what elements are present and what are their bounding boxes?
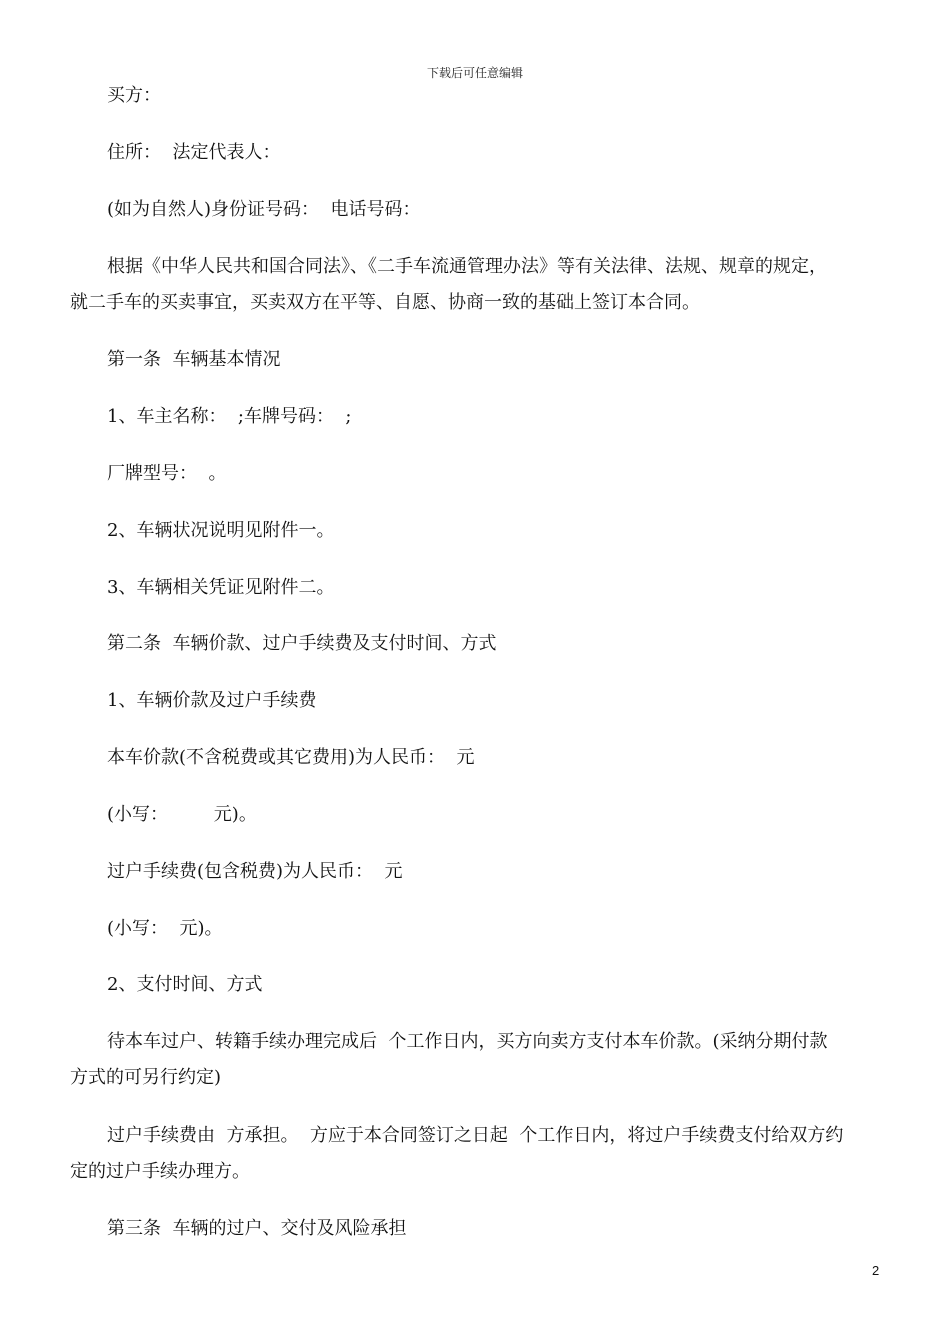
price-small-line: (小写： 元)。 [107,804,257,825]
page-number: 2 [872,1263,880,1278]
fee-line: 过户手续费(包含税费)为人民币： 元 [107,861,403,882]
page-header: 下载后可任意编辑 [426,66,523,80]
owner-plate-line: 1、车主名称： ;车牌号码： ; [107,406,352,427]
buyer-line: 买方： [107,85,161,106]
preamble-line-2: 就二手车的买卖事宜，买卖双方在平等、自愿、协商一致的基础上签订本合同。 [70,292,700,313]
id-phone-line: (如为自然人)身份证号码： 电话号码： [107,199,421,220]
fee-payer-line-1: 过户手续费由 方承担。 方应于本合同签订之日起 个工作日内，将过户手续费支付给双方约 [107,1125,844,1146]
condition-line: 2、车辆状况说明见附件一。 [107,520,335,541]
address-line: 住所： 法定代表人： [107,142,281,163]
price-fee-heading: 1、车辆价款及过户手续费 [107,690,317,711]
payment-heading: 2、支付时间、方式 [107,974,263,995]
price-line: 本车价款(不含税费或其它费用)为人民币： 元 [107,747,475,768]
payment-line-1: 待本车过户、转籍手续办理完成后 个工作日内，买方向卖方支付本车价款。(采纳分期付款 [107,1031,828,1052]
article-2-heading: 第二条 车辆价款、过户手续费及支付时间、方式 [107,633,497,654]
payment-line-2: 方式的可另行约定) [70,1067,222,1088]
preamble-line-1: 根据《中华人民共和国合同法》、《二手车流通管理办法》等有关法律、法规、规章的规定， [107,256,827,277]
article-1-heading: 第一条 车辆基本情况 [107,349,281,370]
model-line: 厂牌型号： 。 [107,463,227,484]
documents-line: 3、车辆相关凭证见附件二。 [107,577,335,598]
fee-payer-line-2: 定的过户手续办理方。 [70,1161,250,1182]
fee-small-line: (小写： 元)。 [107,918,223,939]
article-3-heading: 第三条 车辆的过户、交付及风险承担 [107,1218,407,1239]
